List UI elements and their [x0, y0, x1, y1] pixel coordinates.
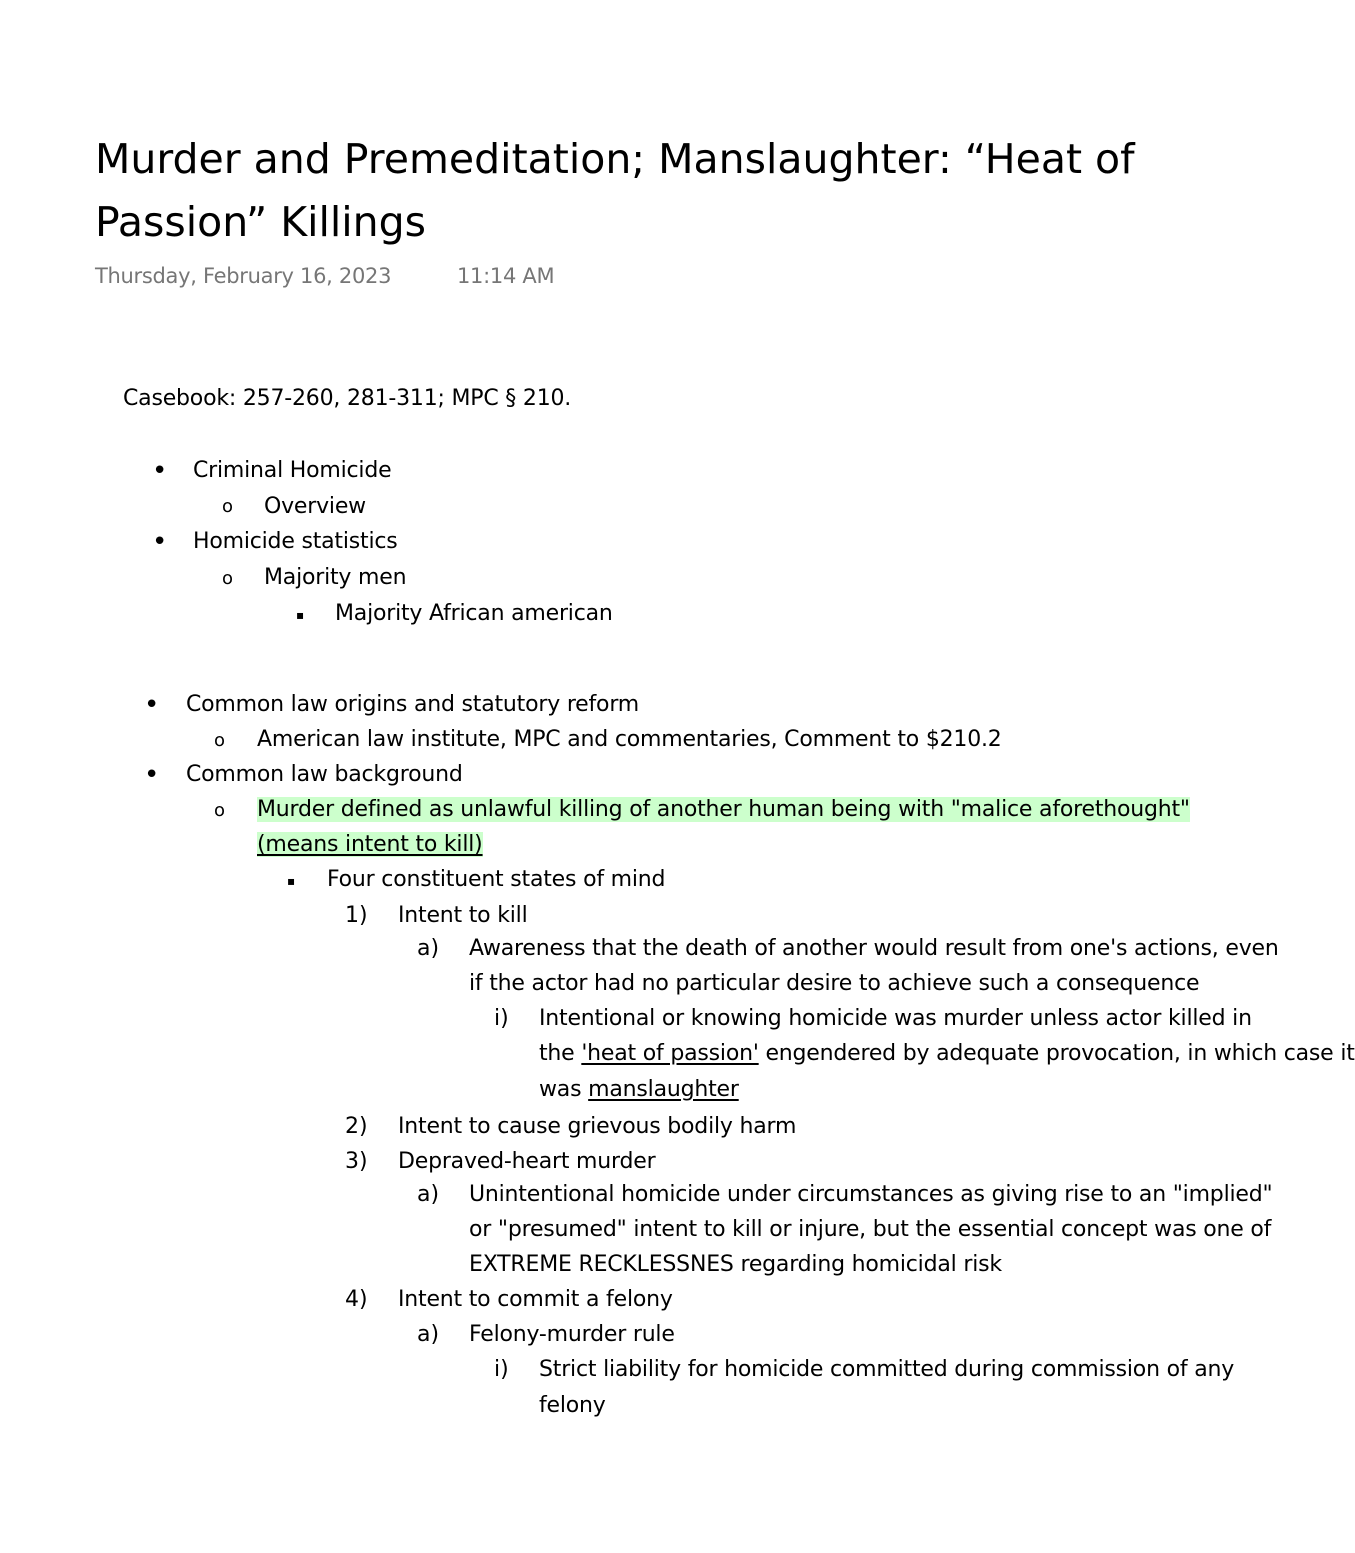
text-fragment: the	[539, 1041, 582, 1066]
list-item-depraved-heart: Depraved-heart murder	[398, 1149, 656, 1174]
list-item-intentional-cont	[539, 1037, 1355, 1071]
list-item-majority-men: Majority men	[264, 565, 407, 590]
list-item-four-states: Four constituent states of mind	[327, 867, 666, 892]
page-title-line-2: Passion” Killings	[95, 198, 427, 246]
bullet-marker: •	[152, 527, 168, 557]
underlined-manslaughter: manslaughter	[588, 1077, 739, 1102]
page-title-line-1: Murder and Premeditation; Manslaughter: “Heat of	[95, 135, 1135, 183]
highlighted-text: Murder defined as unlawful killing of another human being with "malice aforethought"	[257, 797, 1190, 822]
list-item-intentional-cont-2	[539, 1073, 739, 1107]
list-item-american-law-institute: American law institute, MPC and commentaries, Comment to $210.2	[257, 727, 1002, 752]
list-item-strict-liability: Strict liability for homicide committed during commission of any	[539, 1357, 1235, 1382]
bullet-marker: •	[144, 690, 160, 720]
list-item-intentional: Intentional or knowing homicide was murder unless actor killed in	[539, 1006, 1252, 1031]
square-marker: ▪	[296, 608, 305, 622]
number-marker: 2)	[345, 1114, 368, 1139]
list-item-murder-defined-cont	[257, 828, 483, 862]
note-date: Thursday, February 16, 2023	[95, 264, 392, 288]
list-item-strict-liability-cont: felony	[539, 1393, 606, 1418]
list-item-homicide-statistics: Homicide statistics	[193, 529, 398, 554]
list-item-awareness: Awareness that the death of another would result from one's actions, even	[469, 936, 1279, 961]
underlined-heat-of-passion: 'heat of passion'	[581, 1041, 759, 1066]
letter-marker: a)	[417, 1182, 440, 1207]
circle-marker: o	[222, 496, 234, 517]
bullet-marker: •	[152, 456, 168, 486]
text-fragment: was	[539, 1077, 589, 1102]
text-fragment: engendered by adequate provocation, in which case it	[758, 1041, 1355, 1066]
letter-marker: a)	[417, 936, 440, 961]
list-item-criminal-homicide: Criminal Homicide	[193, 458, 392, 483]
number-marker: 1)	[345, 903, 368, 928]
note-time: 11:14 AM	[457, 264, 555, 288]
list-item-felony-murder-rule: Felony-murder rule	[469, 1322, 675, 1347]
square-marker: ▪	[287, 874, 296, 888]
circle-marker: o	[214, 800, 226, 821]
page-title	[95, 128, 1135, 254]
list-item-overview: Overview	[264, 494, 366, 519]
roman-marker: i)	[494, 1357, 509, 1382]
number-marker: 4)	[345, 1287, 368, 1312]
casebook-reference: Casebook: 257-260, 281-311; MPC § 210.	[123, 386, 572, 411]
list-item-unintentional-cont-2: EXTREME RECKLESSNES regarding homicidal risk	[469, 1252, 1002, 1277]
highlighted-underlined-text: (means intent to kill)	[257, 832, 483, 857]
list-item-common-law-origins: Common law origins and statutory reform	[186, 692, 640, 717]
list-item-intent-felony: Intent to commit a felony	[398, 1287, 673, 1312]
list-item-intent-to-kill: Intent to kill	[398, 903, 528, 928]
roman-marker: i)	[494, 1006, 509, 1031]
list-item-murder-defined	[257, 793, 1190, 827]
list-item-awareness-cont: if the actor had no particular desire to achieve such a consequence	[469, 971, 1200, 996]
list-item-grievous-harm: Intent to cause grievous bodily harm	[398, 1114, 797, 1139]
list-item-unintentional: Unintentional homicide under circumstances as giving rise to an "implied"	[469, 1182, 1273, 1207]
list-item-common-law-background: Common law background	[186, 762, 463, 787]
list-item-unintentional-cont: or "presumed" intent to kill or injure, but the essential concept was one of	[469, 1217, 1272, 1242]
bullet-marker: •	[144, 760, 160, 790]
number-marker: 3)	[345, 1149, 368, 1174]
letter-marker: a)	[417, 1322, 440, 1347]
circle-marker: o	[214, 730, 226, 751]
list-item-majority-african-american: Majority African american	[335, 601, 613, 626]
circle-marker: o	[222, 568, 234, 589]
